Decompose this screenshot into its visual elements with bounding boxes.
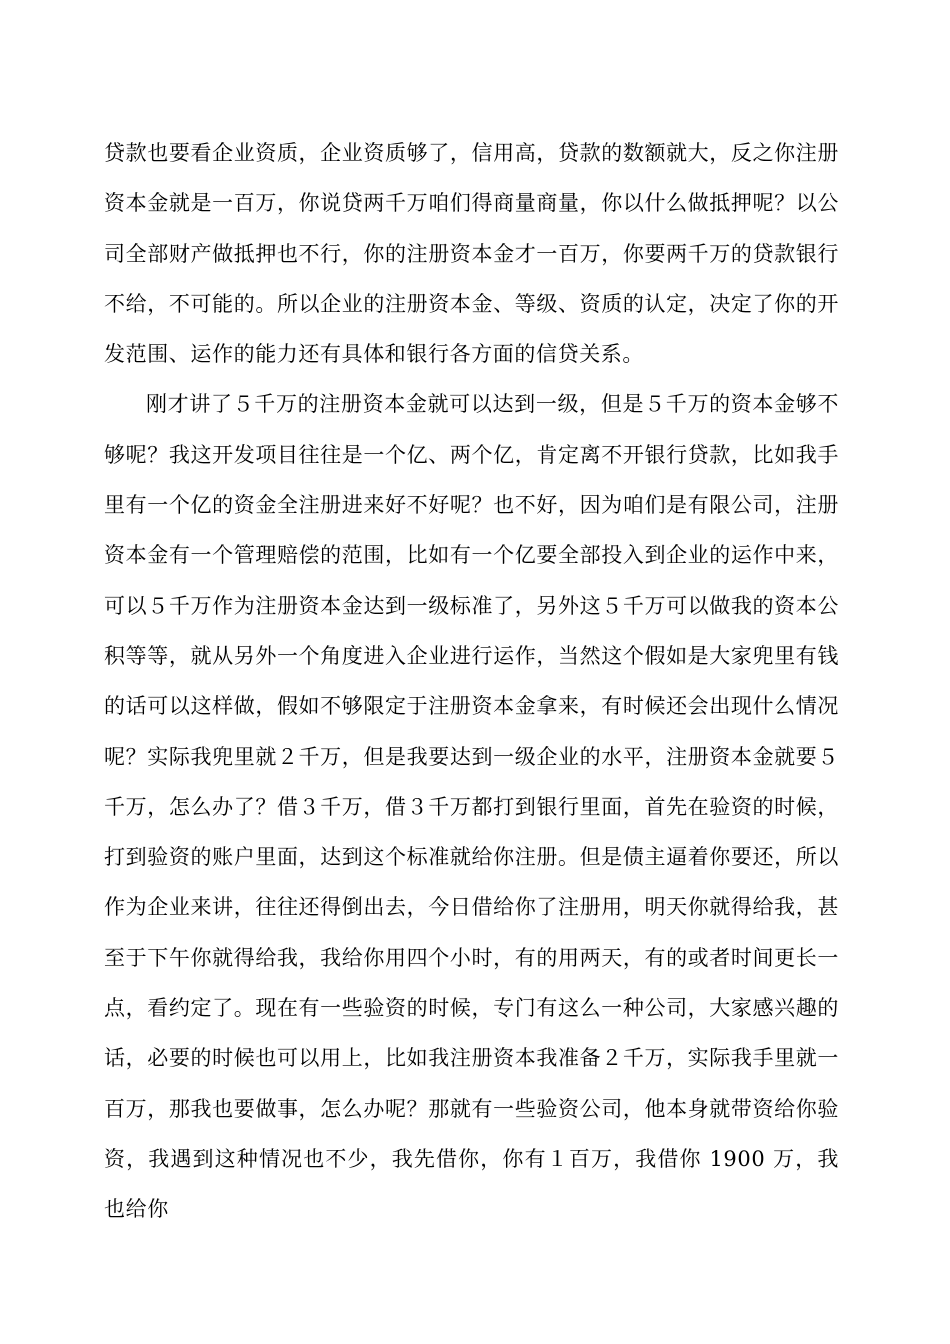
paragraph-loan-qualification: 贷款也要看企业资质，企业资质够了，信用高，贷款的数额就大，反之你注册资本金就是一百万，你说贷两千万咱们得商量商量，你以什么做抵押呢？以公司全部财产做抵押也不行，你的注册资本金才一百万，你要两千万的贷款银行不给，不可能的。所以企业的注册资本金、等级、资质的认定，决定了你的开发范围、运作的能力还有具体和银行各方面的信贷关系。 [104, 141, 839, 367]
paragraph-registered-capital: 刚才讲了５千万的注册资本金就可以达到一级，但是５千万的资本金够不够呢？我这开发项目往往是一个亿、两个亿，肯定离不开银行贷款，比如我手里有一个亿的资金全注册进来好不好呢？也不好，因为咱们是有限公司，注册资本金有一个管理赔偿的范围，比如有一个亿要全部投入到企业的运作中来，可以５千万作为注册资本金达到一级标准了，另外这５千万可以做我的资本公积等等，就从另外一个角度进入企业进行运作，当然这个假如是大家兜里有钱的话可以这样做，假如不够限定于注册资本金拿来，有时候还会出现什么情况呢？实际我兜里就２千万，但是我要达到一级企业的水平，注册资本金就要５千万，怎么办了？借３千万，借３千万都打到银行里面，首先在验资的时候，打到验资的账户里面，达到这个标准就给你注册。但是债主逼着你要还，所以作为企业来讲，往往还得倒出去，今日借给你了注册用，明天你就得给我，甚至于下午你就得给我，我给你用四个小时，有的用两天，有的或者时间更长一点，看约定了。现在有一些验资的时候，专门有这么一种公司，大家感兴趣的话，必要的时候也可以用上，比如我注册资本我准备２千万，实际我手里就一百万，那我也要做事，怎么办呢？那就有一些验资公司，他本身就带资给你验资，我遇到这种情况也不少，我先借你，你有１百万，我借你 1900 万，我也给你 [104, 392, 839, 1222]
document-body [104, 128, 839, 1235]
